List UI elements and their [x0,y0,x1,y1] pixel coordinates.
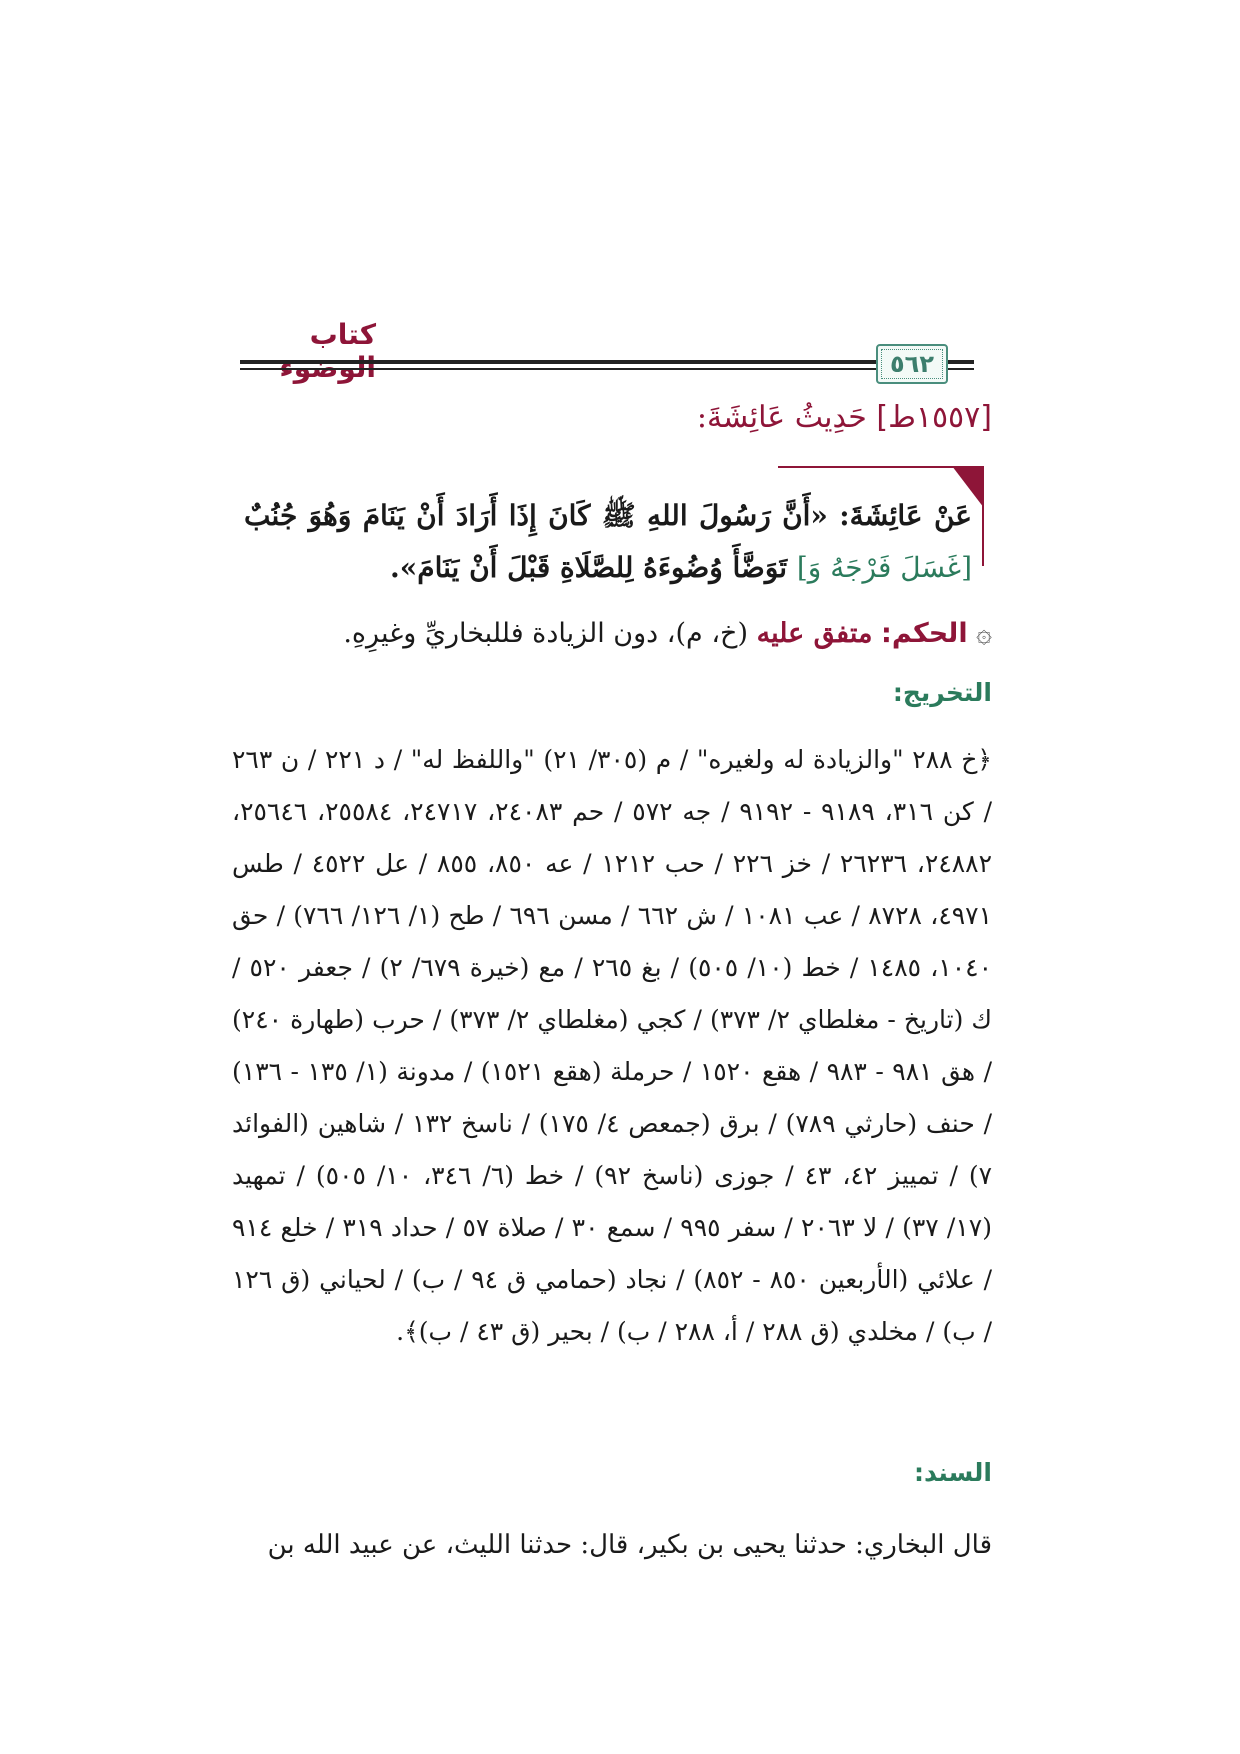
header-rule-stub [948,360,974,364]
matn-addition: [غَسَلَ فَرْجَهُ وَ] [796,551,972,584]
ruling-rest: (خ، م)، دون الزيادة فللبخاريِّ وغيرِهِ. [343,618,748,649]
corner-ornament-side [982,466,984,566]
hadith-heading [697,400,992,435]
matn-opener: عَنْ عَائِشَةَ: «أَنَّ رَسُولَ اللهِ ﷺ كَانَ إِذَا أَرَادَ أَنْ يَنَامَ وَهُوَ جُنُبٌ [244,499,972,532]
sanad-heading: السند: [913,1458,992,1487]
sanad-text: قال البخاري: حدثنا يحيى بن بكير، قال: حدثنا الليث، عن عبيد الله بن [267,1530,992,1560]
header-rule-stub-thin [948,368,974,370]
flower-icon: ۞ [976,618,992,649]
takhrij-text: ﴿خ ٢٨٨ "والزيادة له ولغيره" / م (٣٠٥/ ٢١) "واللفظ له" / د ٢٢١ / ن ٢٦٣ / كن ٣١٦، ٩١٨٩ - ٩١٩٢ / جه ٥٧٢ / حم ٢٤٠٨٣، ٢٤٧١٧، ٢٥٥٨٤، ٢٥٦٤٦، ٢٤٨٨٢، ٢٦٢٣٦ / خز ٢٢٦ / حب ١٢١٢ / عه ٨٥٠، ٨٥٥ / عل ٤٥٢٢ / طس ٤٩٧١، ٨٧٢٨ / عب ١٠٨١ / ش ٦٦٢ / مسن ٦٩٦ / طح (١/ ١٢٦/ ٧٦٦) / حق ١٠٤٠، ١٤٨٥ / خط (١٠/ ٥٠٥) / بغ ٢٦٥ / مع (خيرة ٦٧٩/ ٢) / جعفر ٥٢٠ / ك (تاريخ - مغلطاي ٢/ ٣٧٣) / كجي (مغلطاي ٢/ ٣٧٣) / حرب (طهارة ٢٤٠) / هق ٩٨١ - ٩٨٣ / هقع ١٥٢٠ / حرملة (هقع ١٥٢١) / مدونة (١/ ١٣٥ - ١٣٦) / حنف (حارثي ٧٨٩) / برق (جمعص ٤/ ١٧٥) / ناسخ ١٣٢ / شاهين (الفوائد ٧) / تمييز ٤٢، ٤٣ / جوزى (ناسخ ٩٢) / خط (٦/ ٣٤٦، ١٠/ ٥٠٥) / تمهيد (١٧/ ٣٧) / لا ٢٠٦٣ / سفر ٩٩٥ / سمع ٣٠ / صلاة ٥٧ / حداد ٣١٩ / خلع ٩١٤ / علائي (الأربعين ٨٥٠ - ٨٥٢) / نجاد (حمامي ق ٩٤ / ب) / لحياني (ق ١٢٦ / ب) / مخلدي (ق ٢٨٨ / أ، ٢٨٨ / ب) / بحير (ق ٤٣ / ب)﴾. [232,745,993,1346]
ruling-line [232,614,992,654]
ruling-label: الحكم: [881,618,968,649]
hadith-title: حَدِيثُ عَائِشَةَ: [696,400,867,435]
hadith-number: [١٥٥٧ط] [876,400,992,435]
page-number: ٥٦٢ [876,344,948,384]
matn-rest: تَوَضَّأَ وُضُوءَهُ لِلصَّلَاةِ قَبْلَ أَنْ يَنَامَ». [389,551,788,584]
takhrij-heading: التخريج: [892,678,992,707]
ruling-value: متفق عليه [756,618,873,649]
header-rule-thin [240,368,876,370]
running-head: كتاب [309,318,376,351]
hadith-matn [244,490,972,594]
header-rule [240,360,876,364]
